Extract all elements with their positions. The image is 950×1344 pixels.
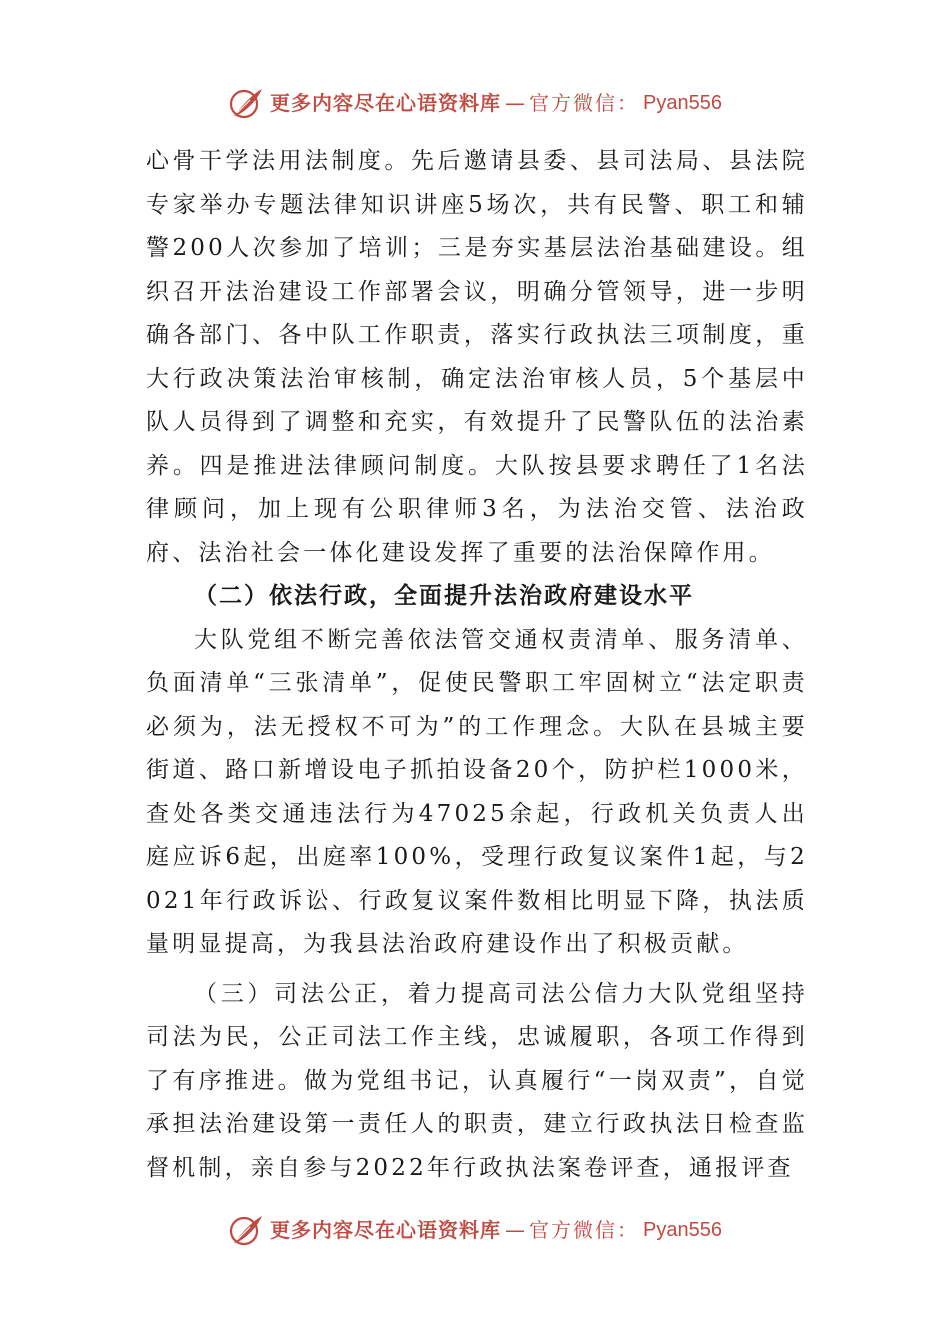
paragraph-3: （三）司法公正，着力提高司法公信力大队党组坚持司法为民，公正司法工作主线，忠诚履职，各项工作得到了有序推进。做为党组书记，认真履行“一岗双责”，自觉承担法治建设第一责任人的职责，建立行政执法日检查监督机制，亲自参与2022年行政执法案卷评查，通报评查: [146, 980, 808, 1181]
watermark-footer: [0, 1213, 950, 1247]
watermark-prefix: 更多内容尽在心语资料库: [270, 91, 502, 115]
paragraph-1: 心骨干学法用法制度。先后邀请县委、县司法局、县法院专家举办专题法律知识讲座5场次，共有民警、职工和辅警200人次参加了培训；三是夯实基层法治基础建设。组织召开法治建设工作部署会议，明确分管领导，进一步明确各部门、各中队工作职责，落实行政执法三项制度，重大行政决策法治审核制，确定法治审核人员，5个基层中队人员得到了调整和充实，有效提升了民警队伍的法治素养。四是推进法律顾问制度。大队按县要求聘任了1名法律顾问，加上现有公职律师3名，为法治交管、法治政府、法治社会一体化建设发挥了重要的法治保障作用。: [146, 148, 808, 566]
paragraph-2: 大队党组不断完善依法管交通权责清单、服务清单、负面清单“三张清单”，促使民警职工牢固树立“法定职责必须为，法无授权不可为”的工作理念。大队在县城主要街道、路口新增设电子抓拍设备20个，防护栏1000米，查处各类交通违法行为47025余起，行政机关负责人出庭应诉6起，出庭率100%，受理行政复议案件1起，与2021年行政诉讼、行政复议案件数相比明显下降，执法质量明显提高，为我县法治政府建设作出了积极贡献。: [146, 626, 808, 957]
quill-pen-logo-icon: [228, 1213, 266, 1247]
section-heading-2: （二）依法行政，全面提升法治政府建设水平: [194, 583, 694, 609]
watermark-dash: —: [505, 91, 526, 115]
watermark-prefix: 更多内容尽在心语资料库: [270, 1218, 502, 1242]
watermark-label: 官方微信：: [529, 1218, 640, 1242]
quill-pen-logo-icon: [228, 86, 266, 120]
watermark-label: 官方微信：: [529, 91, 640, 115]
document-body: [146, 140, 808, 1190]
watermark-id: Pyan556: [643, 1219, 722, 1241]
watermark-dash: —: [505, 1218, 526, 1242]
watermark-header: [0, 86, 950, 120]
watermark-id: Pyan556: [643, 92, 722, 114]
